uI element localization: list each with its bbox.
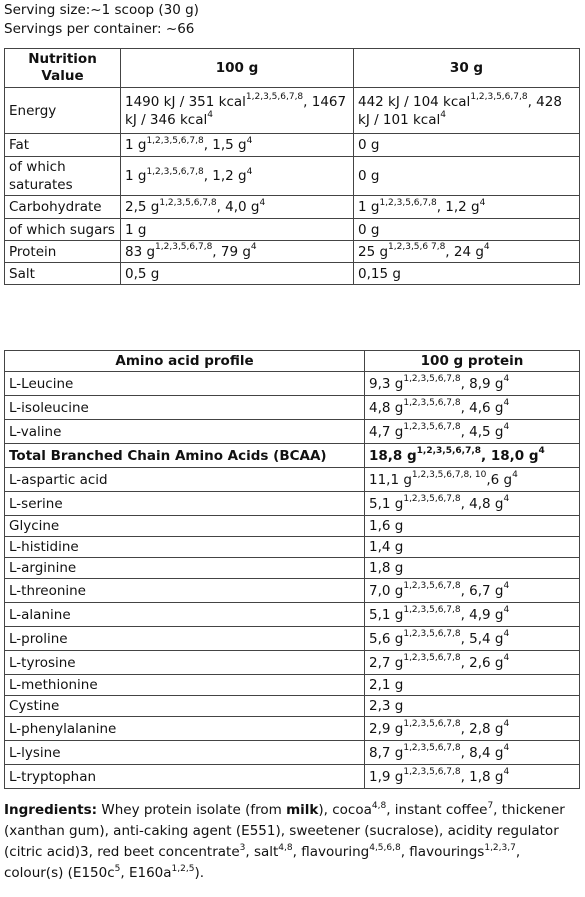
ingredient-text: , flavourings	[400, 844, 485, 860]
amino-value	[365, 516, 580, 537]
value-text: 0,15 g	[358, 265, 401, 282]
value-text: , 8,4 g	[460, 744, 504, 761]
amino-row	[5, 603, 580, 627]
ingredient-text: , E160a	[120, 865, 172, 881]
value-text: 2,9 g	[369, 720, 404, 737]
nutrition-row	[5, 196, 580, 219]
nutrition-table	[4, 48, 580, 285]
amino-header-value: 100 g protein	[365, 351, 580, 372]
ingredients-text	[4, 800, 582, 884]
value-text: 1 g	[125, 137, 147, 153]
amino-label: L-tyrosine	[5, 651, 365, 675]
amino-label: L-Leucine	[5, 372, 365, 396]
value-text: , 4,9 g	[460, 606, 504, 623]
footnote-ref: 1,2,3,5,6,7,8	[403, 398, 461, 408]
nutrition-header-100g: 100 g	[121, 49, 354, 88]
amino-value	[365, 579, 580, 603]
footnote-ref: 4	[440, 110, 446, 120]
value-per-30g	[354, 219, 580, 241]
value-text: , 18,0 g	[481, 447, 539, 464]
footnote-ref: 1,2,3,5,6,7,8	[245, 92, 304, 102]
value-text: 2,3 g	[369, 698, 404, 714]
footnote-ref: 4	[538, 446, 545, 456]
value-text: 0,5 g	[125, 265, 160, 282]
amino-label: L-serine	[5, 492, 365, 516]
nutrient-label: Protein	[5, 241, 121, 263]
value-text: 442 kJ / 104 kcal	[358, 93, 471, 110]
ingredient-text: ).	[194, 865, 205, 881]
value-text: 0 g	[358, 221, 380, 238]
value-text: , 2,8 g	[460, 720, 504, 737]
footnote-ref: 4	[259, 197, 266, 208]
value-text: , 79 g	[212, 243, 251, 260]
amino-header-label: Amino acid profile	[5, 351, 365, 372]
footnote-ref: 1,2,3,5,6,7,8	[403, 581, 461, 591]
amino-value	[365, 444, 580, 468]
amino-row	[5, 765, 580, 789]
footnote-ref: 4	[246, 135, 253, 146]
value-per-30g	[354, 88, 580, 134]
value-text: , 1,2 g	[203, 168, 247, 184]
nutrition-row	[5, 241, 580, 263]
footnote-ref: 4	[207, 110, 213, 120]
value-per-30g	[354, 196, 580, 219]
value-text: 1,6 g	[369, 518, 404, 534]
amino-label: L-valine	[5, 420, 365, 444]
footnote-ref: 4	[479, 197, 486, 208]
value-text: 1 g	[125, 168, 147, 184]
value-text: 83 g	[125, 243, 156, 260]
value-text: 0 g	[358, 168, 380, 184]
value-per-100g	[121, 241, 354, 263]
footnote-ref: 1,2,3,5,6,7,8	[403, 422, 461, 432]
footnote-ref: 1,2,3,5,6,7,8	[146, 135, 204, 146]
amino-row	[5, 537, 580, 558]
amino-row	[5, 579, 580, 603]
amino-row	[5, 516, 580, 537]
amino-row	[5, 651, 580, 675]
footnote-ref: 1,2,3,5,6,7,8	[403, 494, 461, 504]
amino-label: L-isoleucine	[5, 396, 365, 420]
amino-label: Cystine	[5, 696, 365, 717]
footnote-ref: 4	[503, 374, 510, 384]
footnote-ref: 1,2,3,5,6,7,8	[470, 92, 528, 102]
value-text: 2,7 g	[369, 654, 404, 671]
amino-value	[365, 765, 580, 789]
amino-row	[5, 468, 580, 492]
value-text: , 4,0 g	[216, 199, 260, 215]
footnote-ref: 1,2,3,5,6,7,8	[159, 197, 217, 208]
footnote-ref: 1,2,3,5,6,7,8, 10	[411, 470, 487, 480]
amino-label: L-histidine	[5, 537, 365, 558]
amino-value	[365, 675, 580, 696]
value-text: 1,8 g	[369, 560, 404, 576]
amino-label: L-phenylalanine	[5, 717, 365, 741]
amino-value	[365, 396, 580, 420]
value-text: 18,8 g	[369, 447, 417, 464]
nutrition-header-label: Nutrition Value	[5, 49, 121, 88]
value-text: ,6 g	[486, 471, 513, 488]
footnote-ref: 4	[483, 242, 490, 252]
amino-label: L-arginine	[5, 558, 365, 579]
footnote-ref: 4	[503, 581, 510, 591]
value-text: , 2,6 g	[460, 654, 504, 671]
value-text: 25 g	[358, 243, 389, 260]
value-text: , 5,4 g	[460, 630, 504, 647]
footnote-ref: 1,2,3,5,6,7,8	[403, 605, 461, 615]
value-text: , 1,5 g	[203, 137, 247, 153]
value-text: 9,3 g	[369, 375, 404, 392]
amino-acid-table	[4, 350, 580, 789]
value-text: , 4,6 g	[460, 399, 504, 416]
amino-label: L-alanine	[5, 603, 365, 627]
ingredient-text: , salt	[245, 844, 279, 860]
footnote-ref: 1,2,3,5,6,7,8	[379, 197, 437, 208]
footnote-ref: 4	[503, 422, 510, 432]
value-text: 1 g	[358, 199, 380, 215]
footnote-ref: 4	[512, 470, 518, 480]
nutrition-header-row	[5, 49, 580, 88]
nutrition-row	[5, 134, 580, 157]
amino-value	[365, 372, 580, 396]
amino-value	[365, 420, 580, 444]
amino-row	[5, 372, 580, 396]
footnote-ref: 4,8	[278, 842, 293, 853]
footnote-ref: 4,8	[371, 800, 387, 811]
value-text: , 1467 kJ / 346 kcal	[125, 93, 347, 128]
footnote-ref: 4	[503, 719, 510, 729]
footnote-ref: 7	[487, 800, 494, 811]
value-text: , 6,7 g	[460, 582, 504, 599]
amino-label: L-proline	[5, 627, 365, 651]
footnote-ref: 4,5,6,8	[369, 842, 401, 853]
amino-row	[5, 741, 580, 765]
value-text: 2,5 g	[125, 199, 160, 215]
amino-value	[365, 468, 580, 492]
amino-row	[5, 492, 580, 516]
amino-value	[365, 492, 580, 516]
value-per-100g	[121, 88, 354, 134]
value-text: , 1,2 g	[436, 199, 480, 215]
footnote-ref: 5	[114, 863, 121, 874]
nutrition-row	[5, 219, 580, 241]
footnote-ref: 1,2,3,5,6,7,8	[403, 629, 461, 639]
value-text: 5,1 g	[369, 495, 404, 512]
ingredients-label: Ingredients:	[4, 802, 98, 818]
amino-label: L-tryptophan	[5, 765, 365, 789]
amino-value	[365, 537, 580, 558]
amino-header-row	[5, 351, 580, 372]
nutrition-row	[5, 88, 580, 134]
amino-label: Glycine	[5, 516, 365, 537]
footnote-ref: 4	[246, 166, 253, 177]
nutrient-label: Fat	[5, 134, 121, 157]
amino-row	[5, 396, 580, 420]
footnote-ref: 3	[239, 842, 246, 853]
footnote-ref: 1,2,3,5,6,7,8	[403, 767, 461, 777]
value-text: 5,1 g	[369, 606, 404, 623]
value-text: 1,9 g	[369, 768, 404, 785]
value-text: 4,8 g	[369, 399, 404, 416]
footnote-ref: 1,2,3,5,6,7,8	[403, 653, 461, 663]
footnote-ref: 1,2,3,5,6,7,8	[155, 242, 213, 252]
footnote-ref: 4	[503, 653, 510, 663]
value-per-100g	[121, 219, 354, 241]
amino-value	[365, 696, 580, 717]
value-text: , 24 g	[445, 243, 484, 260]
ingredient-text: , instant coffee	[386, 802, 488, 818]
footnote-ref: 1,2,3,7	[484, 842, 516, 853]
amino-row	[5, 696, 580, 717]
value-text: , 428 kJ / 101 kcal	[358, 93, 562, 128]
footnote-ref: 1,2,3,5,6 7,8	[388, 242, 446, 252]
value-text: 11,1 g	[369, 471, 412, 488]
ingredient-text: ), cocoa	[318, 802, 372, 818]
value-per-30g	[354, 157, 580, 196]
footnote-ref: 1,2,3,5,6,7,8	[146, 166, 204, 177]
nutrition-row	[5, 263, 580, 285]
amino-value	[365, 717, 580, 741]
amino-row	[5, 420, 580, 444]
value-per-30g	[354, 134, 580, 157]
servings-per-container: Servings per container: ~66	[4, 21, 195, 37]
allergen-text: milk	[286, 802, 319, 818]
value-text: 5,6 g	[369, 630, 404, 647]
footnote-ref: 4	[503, 743, 510, 753]
footnote-ref: 1,2,3,5,6,7,8	[416, 446, 482, 456]
value-text: , 8,9 g	[460, 375, 504, 392]
value-text: 8,7 g	[369, 744, 404, 761]
value-text: 4,7 g	[369, 423, 404, 440]
amino-value	[365, 627, 580, 651]
amino-value	[365, 603, 580, 627]
amino-label: L-lysine	[5, 741, 365, 765]
amino-row	[5, 675, 580, 696]
nutrient-label: of which saturates	[5, 157, 121, 196]
amino-row	[5, 717, 580, 741]
value-text: 1 g	[125, 221, 147, 238]
ingredient-text: , colour(s) (E150c	[4, 844, 521, 881]
amino-value	[365, 741, 580, 765]
value-per-30g	[354, 241, 580, 263]
footnote-ref: 1,2,3,5,6,7,8	[403, 719, 461, 729]
amino-body	[5, 372, 580, 789]
ingredient-text: , thickener (xanthan gum), anti-caking agent (E551), sweetener (sucralose), acidity regulator (citric acid)3, red beet concentrate	[4, 802, 565, 860]
footnote-ref: 1,2,5	[171, 863, 195, 874]
value-text: 7,0 g	[369, 582, 404, 599]
amino-row	[5, 627, 580, 651]
value-text: , 1,8 g	[460, 768, 504, 785]
amino-label: L-methionine	[5, 675, 365, 696]
amino-label: L-aspartic acid	[5, 468, 365, 492]
ingredient-text: , flavouring	[292, 844, 370, 860]
nutrient-label: Salt	[5, 263, 121, 285]
footnote-ref: 4	[503, 494, 510, 504]
value-text: 2,1 g	[369, 677, 404, 693]
footnote-ref: 4	[250, 242, 257, 252]
value-per-30g	[354, 263, 580, 285]
value-text: 1490 kJ / 351 kcal	[125, 93, 246, 110]
amino-value	[365, 558, 580, 579]
nutrient-label: Carbohydrate	[5, 196, 121, 219]
value-per-100g	[121, 134, 354, 157]
footnote-ref: 4	[503, 767, 510, 777]
footnote-ref: 1,2,3,5,6,7,8	[403, 743, 461, 753]
amino-row	[5, 558, 580, 579]
nutrition-row	[5, 157, 580, 196]
value-per-100g	[121, 196, 354, 219]
amino-label: Total Branched Chain Amino Acids (BCAA)	[5, 444, 365, 468]
amino-row	[5, 444, 580, 468]
value-per-100g	[121, 263, 354, 285]
serving-size: Serving size:~1 scoop (30 g)	[4, 2, 199, 18]
ingredient-text: Whey protein isolate (from	[101, 802, 287, 818]
value-text: , 4,5 g	[460, 423, 504, 440]
nutrition-header-30g: 30 g	[354, 49, 580, 88]
footnote-ref: 4	[503, 629, 510, 639]
footnote-ref: 4	[503, 605, 510, 615]
nutrient-label: of which sugars	[5, 219, 121, 241]
nutrient-label: Energy	[5, 88, 121, 134]
value-text: 0 g	[358, 137, 380, 153]
nutrition-body	[5, 88, 580, 285]
footnote-ref: 1,2,3,5,6,7,8	[403, 374, 461, 384]
value-text: , 4,8 g	[460, 495, 504, 512]
amino-label: L-threonine	[5, 579, 365, 603]
amino-value	[365, 651, 580, 675]
value-per-100g	[121, 157, 354, 196]
value-text: 1,4 g	[369, 539, 404, 555]
footnote-ref: 4	[503, 398, 510, 408]
